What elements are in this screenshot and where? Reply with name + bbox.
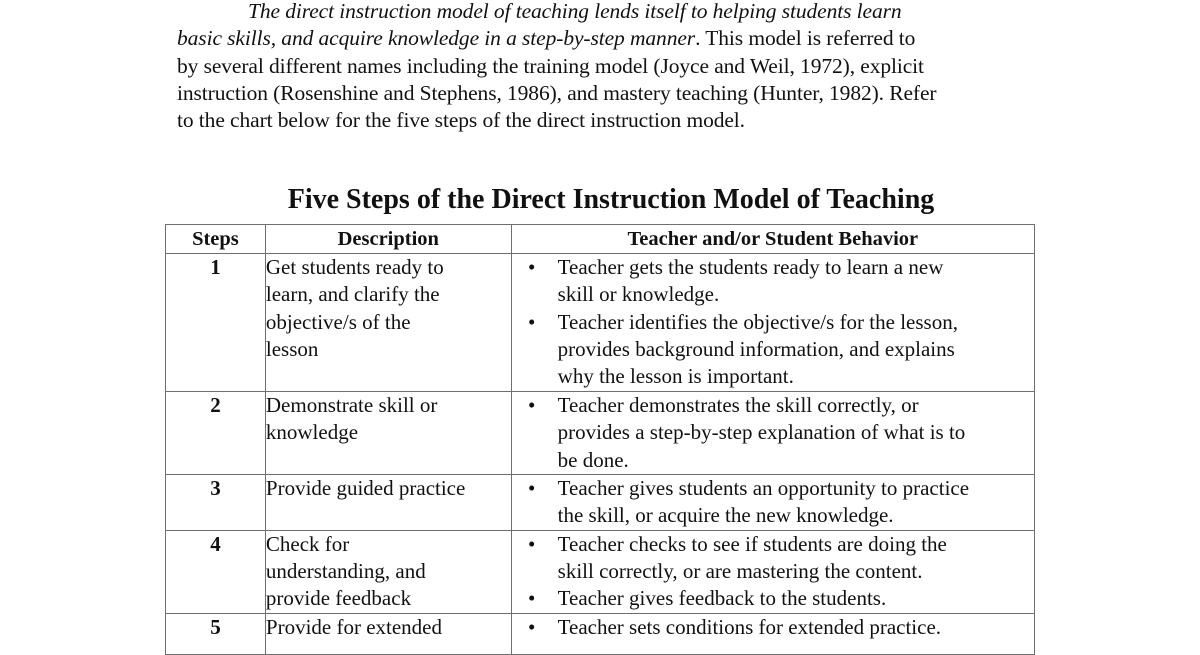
intro-line-4 bbox=[177, 80, 1037, 107]
behavior-line: Teacher identifies the objective/s for the lesson, bbox=[557, 309, 958, 334]
bullet-icon: • bbox=[527, 614, 536, 639]
step-description bbox=[265, 254, 511, 392]
behavior-item bbox=[512, 309, 1034, 391]
step-number: 3 bbox=[166, 474, 266, 530]
bullet-icon: • bbox=[527, 393, 536, 417]
description-line: understanding, and bbox=[265, 559, 426, 584]
step-number: 4 bbox=[166, 530, 266, 613]
description-line: objective/s of the bbox=[265, 309, 411, 334]
step-behavior bbox=[511, 392, 1034, 475]
step-description bbox=[265, 474, 511, 530]
description-line: knowledge bbox=[265, 420, 359, 445]
step-behavior bbox=[511, 474, 1034, 530]
behavior-list bbox=[512, 392, 1034, 474]
behavior-item bbox=[512, 531, 1034, 586]
header-behavior: Teacher and/or Student Behavior bbox=[511, 225, 1034, 254]
behavior-list bbox=[512, 614, 1034, 641]
table-row bbox=[166, 530, 1035, 613]
description-line: Provide for extended bbox=[265, 614, 443, 639]
steps-table bbox=[165, 224, 1035, 655]
description-line: Provide guided practice bbox=[265, 475, 466, 500]
table-row bbox=[166, 254, 1035, 392]
behavior-list bbox=[512, 531, 1034, 613]
intro-line-3-normal: by several different names including the training model (Joyce and Weil, 1972), explicit bbox=[177, 53, 924, 78]
behavior-line: provides background information, and explains bbox=[557, 336, 955, 361]
bullet-icon: • bbox=[527, 586, 536, 611]
table-title: Five Steps of the Direct Instruction Model of Teaching bbox=[287, 184, 935, 215]
description-line: lesson bbox=[265, 336, 319, 361]
description-line: provide feedback bbox=[265, 586, 412, 611]
description-line: Demonstrate skill or bbox=[265, 393, 438, 417]
step-description bbox=[265, 530, 511, 613]
behavior-line: Teacher gives students an opportunity to practice bbox=[557, 475, 970, 500]
header-description: Description bbox=[265, 225, 511, 254]
intro-line-2 bbox=[177, 25, 1037, 52]
intro-line-1 bbox=[177, 0, 1037, 25]
description-line: Check for bbox=[265, 531, 350, 556]
behavior-list bbox=[512, 475, 1034, 530]
intro-line-5-normal: to the chart below for the five steps of the direct instruction model. bbox=[177, 108, 745, 133]
behavior-line: Teacher sets conditions for extended practice. bbox=[557, 614, 942, 639]
behavior-line: why the lesson is important. bbox=[557, 364, 794, 389]
behavior-line: Teacher gets the students ready to learn a new bbox=[557, 255, 944, 279]
behavior-line: Teacher gives feedback to the students. bbox=[557, 586, 887, 611]
table-header-row bbox=[166, 225, 1035, 254]
behavior-item bbox=[512, 254, 1034, 309]
intro-paragraph bbox=[177, 0, 1037, 134]
intro-line-5 bbox=[177, 107, 1037, 134]
step-behavior bbox=[511, 254, 1034, 392]
behavior-item bbox=[512, 475, 1034, 530]
behavior-line: provides a step-by-step explanation of what is to bbox=[557, 420, 966, 445]
intro-line-4-normal: instruction (Rosenshine and Stephens, 1986), and mastery teaching (Hunter, 1982). Refer bbox=[177, 80, 937, 105]
intro-line-3 bbox=[177, 53, 1037, 80]
behavior-line: skill correctly, or are mastering the content. bbox=[557, 559, 923, 584]
description-line: Get students ready to bbox=[265, 255, 444, 279]
intro-line-1-italic: The direct instruction model of teaching lends itself to helping students learn bbox=[248, 0, 902, 23]
behavior-item bbox=[512, 614, 1034, 641]
behavior-item bbox=[512, 585, 1034, 612]
behavior-line: be done. bbox=[557, 447, 629, 472]
behavior-line: the skill, or acquire the new knowledge. bbox=[557, 503, 894, 528]
step-number: 2 bbox=[166, 392, 266, 475]
bullet-icon: • bbox=[527, 475, 536, 500]
step-behavior bbox=[511, 613, 1034, 654]
bullet-icon: • bbox=[527, 309, 536, 334]
intro-line-2-italic: basic skills, and acquire knowledge in a step-by-step manner bbox=[177, 26, 696, 51]
table-row bbox=[166, 474, 1035, 530]
behavior-line: Teacher checks to see if students are doing the bbox=[557, 531, 947, 556]
intro-line-2-normal: . This model is referred to bbox=[695, 26, 916, 51]
behavior-line: skill or knowledge. bbox=[557, 282, 720, 307]
step-behavior bbox=[511, 530, 1034, 613]
table-row bbox=[166, 392, 1035, 475]
bullet-icon: • bbox=[527, 255, 536, 279]
behavior-line: Teacher demonstrates the skill correctly, or bbox=[557, 393, 919, 417]
step-description bbox=[265, 613, 511, 654]
step-number: 5 bbox=[166, 613, 266, 654]
bullet-icon: • bbox=[527, 531, 536, 556]
header-steps: Steps bbox=[166, 225, 266, 254]
behavior-item bbox=[512, 392, 1034, 474]
step-number: 1 bbox=[166, 254, 266, 392]
behavior-list bbox=[512, 254, 1034, 390]
table-row bbox=[166, 613, 1035, 654]
description-line: learn, and clarify the bbox=[265, 282, 440, 307]
step-description bbox=[265, 392, 511, 475]
